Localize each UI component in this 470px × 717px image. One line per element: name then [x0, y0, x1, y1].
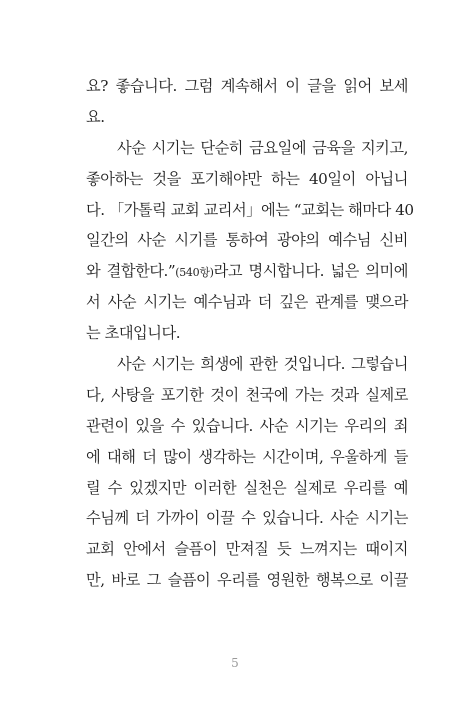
text-line: 요? 좋습니다. 그럼 계속해서 이 글을 읽어 보세	[86, 77, 408, 95]
text-line: 다, 사탕을 포기한 것이 천국에 가는 것과 실제로	[86, 385, 408, 404]
page-number: 5	[231, 656, 239, 670]
text-line: 교회 안에서 슬픔이 만져질 듯 느껴지는 때이지	[86, 540, 408, 559]
text-line: 요.	[86, 107, 105, 126]
text-line: 에 대해 더 많이 생각하는 시간이며, 우울하게 들	[86, 447, 408, 466]
text-line: 릴 수 있겠지만 이러한 실천은 실제로 우리를 예	[86, 478, 408, 497]
text-line: 수님께 더 가까이 이끌 수 있습니다. 사순 시기는	[86, 509, 408, 528]
text-line: 다. 「가톨릭 교회 교리서」에는 “교회는 해마다 40	[86, 200, 414, 219]
text-line: 사순 시기는 단순히 금요일에 금육을 지키고,	[117, 138, 408, 157]
text-segment: 라고 명시합니다. 넓은 의미에	[213, 262, 408, 281]
text-line: 좋아하는 것을 포기해야만 하는 40일이 아닙니	[86, 169, 408, 188]
text-line: 관련이 있을 수 있습니다. 사순 시기는 우리의 죄	[86, 416, 408, 435]
body-text	[86, 71, 414, 596]
text-line: 는 초대입니다.	[86, 324, 181, 343]
text-line: 일간의 사순 시기를 통하여 광야의 예수님 신비	[86, 231, 408, 250]
text-line: 사순 시기는 희생에 관한 것입니다. 그렇습니	[117, 355, 408, 374]
text-line-with-reference	[86, 256, 408, 287]
text-line: 서 사순 시기는 예수님과 더 깊은 관계를 맺으라	[86, 293, 408, 312]
text-line: 만, 바로 그 슬픔이 우리를 영원한 행복으로 이끌	[86, 571, 408, 590]
text-segment: 와 결합한다.”	[86, 262, 176, 281]
catechism-reference: (540항)	[175, 266, 214, 280]
